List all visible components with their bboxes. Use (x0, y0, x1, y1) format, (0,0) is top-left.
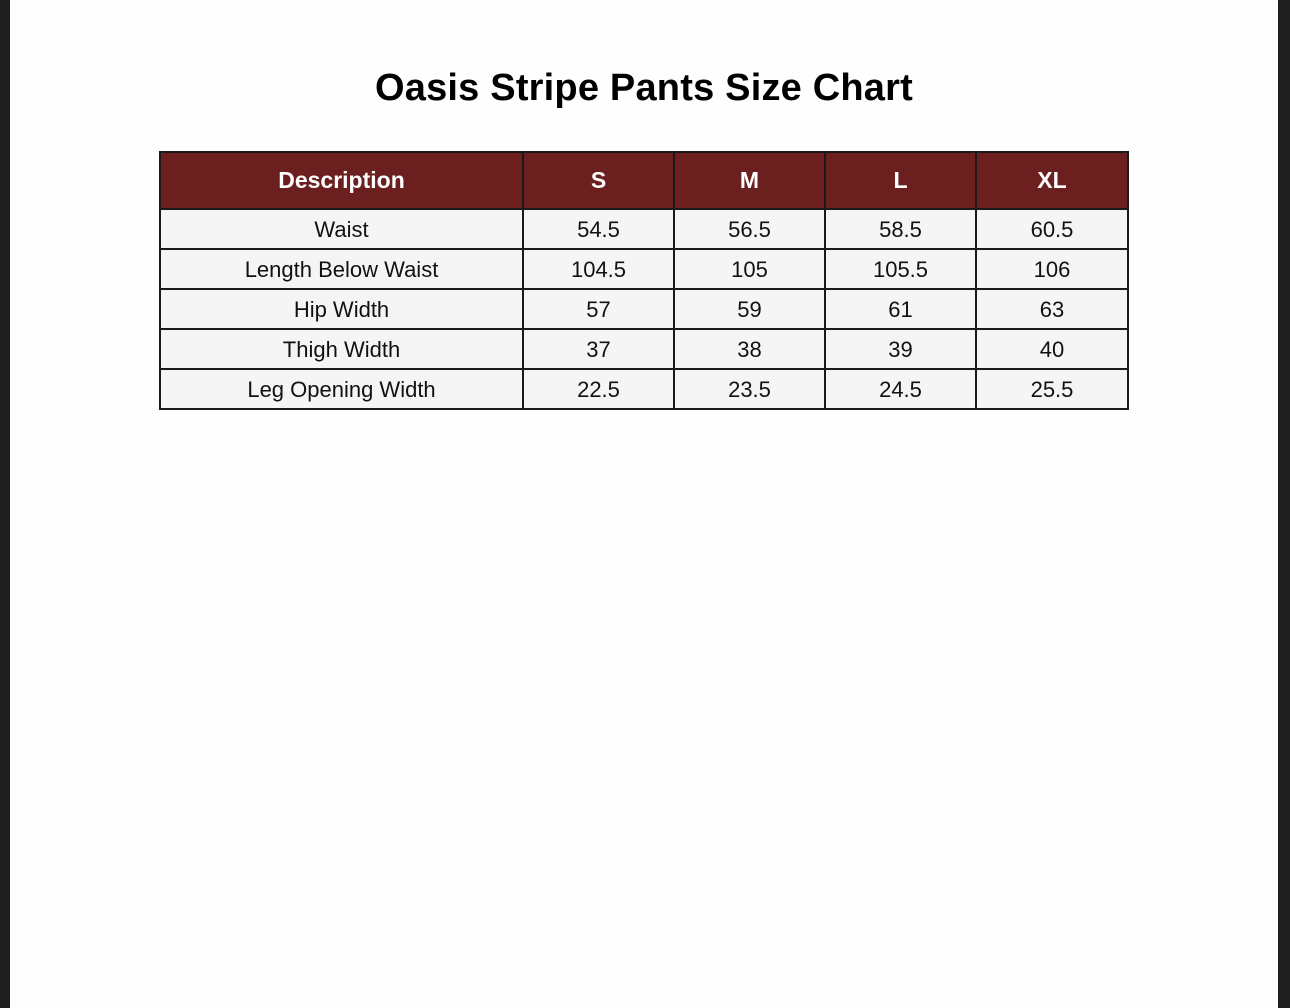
table-row-thigh-width (160, 329, 1128, 369)
table-row-length-below-waist (160, 249, 1128, 289)
row-label: Thigh Width (160, 329, 523, 369)
cell-value: 57 (523, 289, 674, 329)
cell-value: 63 (976, 289, 1128, 329)
cell-value: 105.5 (825, 249, 976, 289)
table-row-waist (160, 209, 1128, 249)
row-label: Leg Opening Width (160, 369, 523, 409)
cell-value: 58.5 (825, 209, 976, 249)
table-row-hip-width (160, 289, 1128, 329)
column-header-xl: XL (976, 152, 1128, 209)
row-label: Waist (160, 209, 523, 249)
column-header-description: Description (160, 152, 523, 209)
table-header-row (160, 152, 1128, 209)
row-label: Hip Width (160, 289, 523, 329)
cell-value: 56.5 (674, 209, 825, 249)
cell-value: 25.5 (976, 369, 1128, 409)
cell-value: 54.5 (523, 209, 674, 249)
cell-value: 104.5 (523, 249, 674, 289)
document-page (10, 0, 1278, 1008)
cell-value: 61 (825, 289, 976, 329)
page-title: Oasis Stripe Pants Size Chart (375, 67, 913, 109)
cell-value: 38 (674, 329, 825, 369)
column-header-l: L (825, 152, 976, 209)
row-label: Length Below Waist (160, 249, 523, 289)
cell-value: 59 (674, 289, 825, 329)
cell-value: 37 (523, 329, 674, 369)
cell-value: 40 (976, 329, 1128, 369)
cell-value: 60.5 (976, 209, 1128, 249)
cell-value: 39 (825, 329, 976, 369)
cell-value: 106 (976, 249, 1128, 289)
cell-value: 23.5 (674, 369, 825, 409)
size-chart-table (159, 151, 1129, 410)
cell-value: 24.5 (825, 369, 976, 409)
cell-value: 105 (674, 249, 825, 289)
cell-value: 22.5 (523, 369, 674, 409)
column-header-m: M (674, 152, 825, 209)
table-row-leg-opening-width (160, 369, 1128, 409)
column-header-s: S (523, 152, 674, 209)
